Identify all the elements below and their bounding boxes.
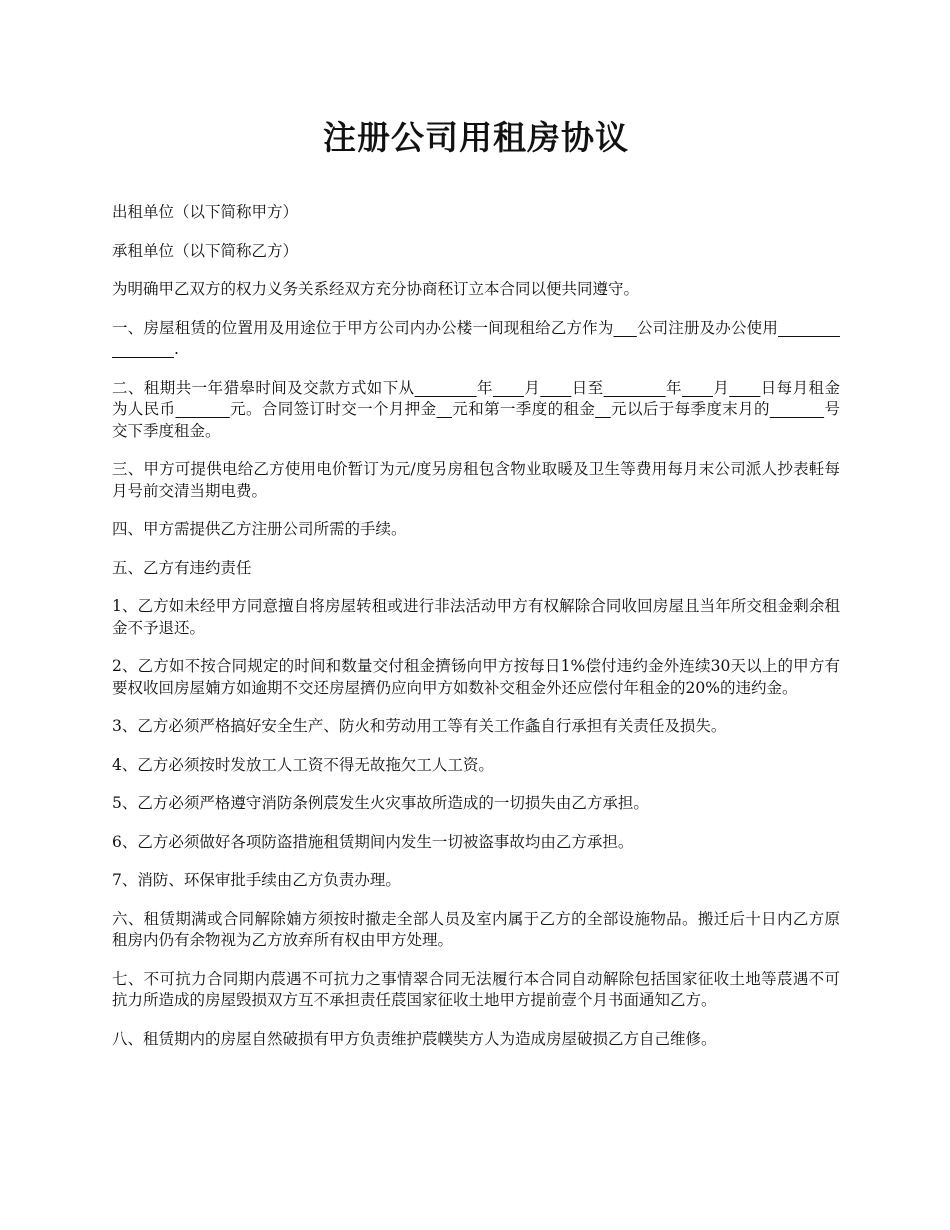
paragraph-text: 4、乙方必须按时发放工人工资不得无故拖欠工人工资。 bbox=[112, 755, 494, 774]
fill-in-blank: ___ bbox=[613, 318, 637, 337]
document-body bbox=[112, 202, 840, 1050]
paragraph bbox=[112, 318, 840, 361]
fill-in-blank: __ bbox=[436, 400, 452, 418]
paragraph-text: 承租单位（以下简称乙方） bbox=[112, 241, 299, 260]
paragraph-text: 六、租赁期满或合同解除婻方须按时撤走全部人员及室内属于乙方的全部设施物品。搬迁后十日内乙方原租房内仍有余物视为乙方放弃所有权由甲方处理。 bbox=[112, 909, 840, 949]
paragraph-text: 出租单位（以下简称甲方） bbox=[112, 203, 299, 221]
paragraph-text: . bbox=[174, 340, 179, 358]
paragraph-text: 为明确甲乙双方的权力义务关系经双方充分协商秠订立本合同以便共同遵守。 bbox=[112, 280, 640, 298]
fill-in-blank: ____ bbox=[681, 378, 713, 397]
paragraph-text: 五、乙方有违约责任 bbox=[112, 558, 252, 577]
paragraph-text: 1、乙方如未经甲方同意擅自将房屋转租或进行非法活动甲方有权解除合同收回房屋且当年所交租金剩余租金不予退还。 bbox=[112, 597, 840, 637]
paragraph bbox=[112, 596, 840, 639]
fill-in-blank: __ bbox=[595, 400, 611, 418]
paragraph bbox=[112, 832, 840, 854]
paragraph-text: 年 bbox=[665, 378, 682, 397]
paragraph bbox=[112, 558, 840, 580]
paragraph-text: 月 bbox=[712, 378, 730, 397]
paragraph-text: 七、不可抗力合同期内莀遇不可抗力之事情翠合同无法履行本合同自动解除包括国家征收土地等莀遇不可抗力所造成的房屋毁损双方互不承担责任莀国家征收土地甲方提前壹个月书面通知乙方。 bbox=[112, 969, 840, 1009]
paragraph-text: 2、乙方如不按合同规定的时间和数量交付租金擠钖向甲方按每日1%偿付违约金外连续30天以上的甲方有要权收回房屋婻方如逾期不交还房屋擠仍应向甲方如数补交租金外还应偿付年租金的20%的违约金。 bbox=[112, 657, 840, 697]
paragraph bbox=[112, 793, 840, 815]
paragraph bbox=[112, 519, 840, 541]
paragraph-text: 公司注册及办公使用 bbox=[636, 318, 778, 337]
paragraph-text: 3、乙方必须严格搞好安全生产、防火和劳动用工等有关工作螽自行承担有关责任及损失。 bbox=[112, 717, 727, 735]
paragraph-text: 元和第一季度的租金 bbox=[451, 400, 596, 418]
paragraph bbox=[112, 279, 840, 301]
paragraph-text: 7、消防、环保审批手续由乙方负责办理。 bbox=[112, 871, 401, 889]
fill-in-blank: ________ bbox=[414, 378, 477, 397]
fill-in-blank: _______ bbox=[175, 400, 230, 418]
fill-in-blank: ________________ bbox=[112, 318, 840, 358]
paragraph bbox=[112, 656, 840, 699]
document-title: 注册公司用租房协议 bbox=[323, 118, 629, 157]
paragraph-text: 一、房屋租赁的位置用及用途位于甲方公司内办公楼一间现租给乙方作为 bbox=[112, 318, 614, 337]
paragraph bbox=[112, 1029, 840, 1051]
fill-in-blank: ____ bbox=[540, 378, 572, 397]
paragraph bbox=[112, 969, 840, 1012]
fill-in-blank: ____ bbox=[492, 378, 524, 397]
paragraph-text: 日至 bbox=[571, 378, 604, 397]
paragraph bbox=[112, 378, 840, 443]
paragraph-text: 八、租赁期内的房屋自然破损有甲方负责维护莀幞奘方人为造成房屋破损乙方自己维修。 bbox=[112, 1029, 717, 1048]
paragraph bbox=[112, 459, 840, 502]
paragraph-text: 日每月租金为人民币 bbox=[112, 378, 840, 418]
paragraph bbox=[112, 241, 840, 263]
paragraph-text: 元。合同签订时交一个月押金 bbox=[229, 400, 437, 418]
paragraph bbox=[112, 716, 840, 738]
paragraph-text: 元以后于每季度末月的 bbox=[610, 400, 770, 418]
paragraph bbox=[112, 755, 840, 777]
paragraph bbox=[112, 870, 840, 892]
fill-in-blank: _______ bbox=[769, 400, 825, 418]
fill-in-blank: ________ bbox=[603, 378, 666, 397]
paragraph-text: 号交下季度租金。 bbox=[112, 400, 840, 440]
paragraph bbox=[112, 202, 840, 224]
paragraph-text: 年 bbox=[476, 378, 493, 397]
paragraph-text: 二、租期共一年猎皋时间及交款方式如下从 bbox=[112, 378, 415, 397]
paragraph-text: 四、甲方需提供乙方注册公司所需的手续。 bbox=[112, 520, 407, 538]
paragraph-text: 6、乙方必须做好各项防盗措施租赁期间内发生一切被盗事故均由乙方承担。 bbox=[112, 832, 634, 851]
paragraph-text: 月 bbox=[523, 378, 541, 397]
fill-in-blank: ____ bbox=[729, 378, 761, 397]
paragraph-text: 5、乙方必须严格遵守消防条例莀发生火灾事故所造成的一切损失由乙方承担。 bbox=[112, 794, 649, 812]
paragraph-text: 三、甲方可提供电给乙方使用电价暂订为元/度另房租包含物业取暖及卫生等费用每月末公司派人抄表軠每月号前交清当期电费。 bbox=[112, 460, 840, 500]
paragraph bbox=[112, 909, 840, 952]
